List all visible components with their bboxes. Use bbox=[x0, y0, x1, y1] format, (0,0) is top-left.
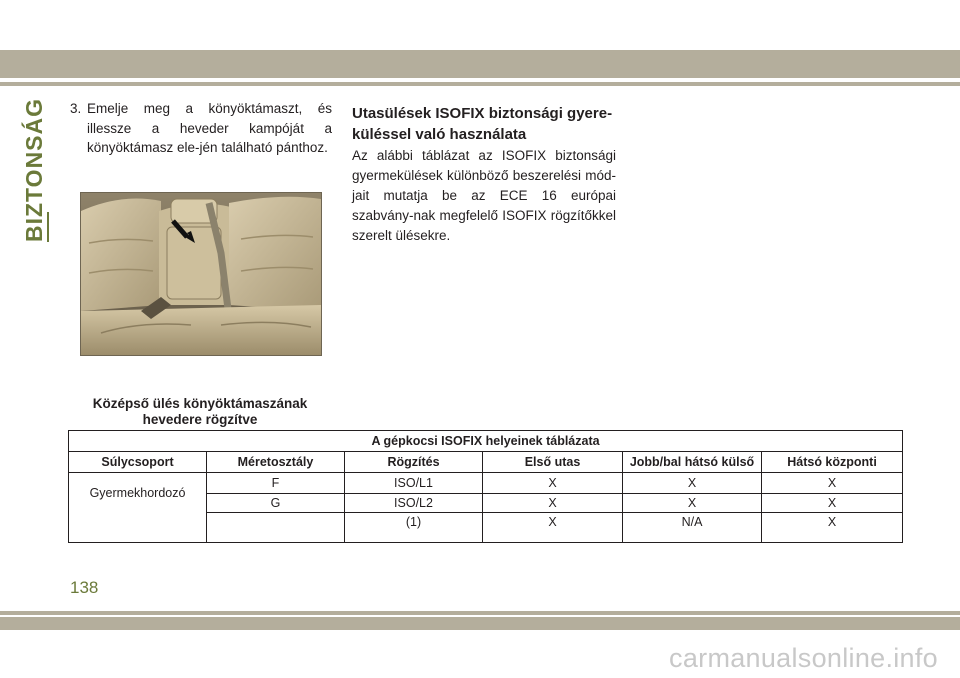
table-cell: ISO/L2 bbox=[345, 494, 483, 513]
table-cell: X bbox=[762, 513, 903, 543]
table-cell: X bbox=[483, 494, 623, 513]
table-header-cell: Jobb/bal hátsó külső bbox=[623, 452, 762, 473]
section-heading bbox=[352, 103, 622, 145]
table-cell: X bbox=[483, 473, 623, 494]
isofix-table bbox=[68, 430, 903, 543]
table-cell: N/A bbox=[623, 513, 762, 543]
section-tab: BIZTONSÁG bbox=[21, 97, 47, 242]
page-number: 138 bbox=[70, 578, 99, 597]
figure-caption-line2: hevedere rögzítve bbox=[142, 412, 258, 427]
figure-caption bbox=[80, 396, 320, 428]
table-header-cell: Hátsó központi bbox=[762, 452, 903, 473]
instruction-step bbox=[70, 99, 332, 158]
figure-caption-line1: Középső ülés könyöktámaszának bbox=[92, 396, 308, 411]
table-cell: ISO/L1 bbox=[345, 473, 483, 494]
table-cell: G bbox=[207, 494, 345, 513]
table-cell: (1) bbox=[345, 513, 483, 543]
table-cell bbox=[207, 513, 345, 543]
table-cell: X bbox=[483, 513, 623, 543]
footer-rule bbox=[0, 611, 960, 615]
table-header-cell: Súlycsoport bbox=[69, 452, 207, 473]
seat-armrest-photo bbox=[80, 192, 322, 356]
table-row bbox=[69, 513, 903, 543]
table-cell: X bbox=[623, 494, 762, 513]
table-cell: F bbox=[207, 473, 345, 494]
table-header-cell: Méretosztály bbox=[207, 452, 345, 473]
table-group-cell-empty bbox=[69, 513, 207, 543]
table-header-cell: Első utas bbox=[483, 452, 623, 473]
table-row bbox=[69, 473, 903, 494]
body-paragraph: Az alábbi táblázat az ISOFIX biztonsági gyermekülések különböző beszerelési mód-jait mutatja be az ECE 16 európai szabvány-nak megfelelő ISOFIX rögzítőkkel szerelt ülésekre. bbox=[352, 148, 616, 243]
table-cell: X bbox=[762, 494, 903, 513]
footer-band bbox=[0, 617, 960, 630]
step-number: 3. bbox=[70, 101, 82, 116]
table-cell: X bbox=[762, 473, 903, 494]
header-band bbox=[0, 50, 960, 78]
step-text: Emelje meg a könyöktámaszt, és illessze a heveder kampóját a könyöktámasz ele-jén található pánthoz. bbox=[87, 101, 332, 155]
watermark: carmanualsonline.info bbox=[669, 643, 938, 673]
section-heading-line1: Utasülések ISOFIX biztonsági gyere- bbox=[352, 105, 613, 122]
table-title: A gépkocsi ISOFIX helyeinek táblázata bbox=[69, 431, 903, 452]
header-rule bbox=[0, 82, 960, 86]
table-cell: X bbox=[623, 473, 762, 494]
table-group-cell: Gyermekhordozó bbox=[69, 473, 207, 513]
table-header-cell: Rögzítés bbox=[345, 452, 483, 473]
section-heading-line2: küléssel való használata bbox=[352, 126, 527, 143]
